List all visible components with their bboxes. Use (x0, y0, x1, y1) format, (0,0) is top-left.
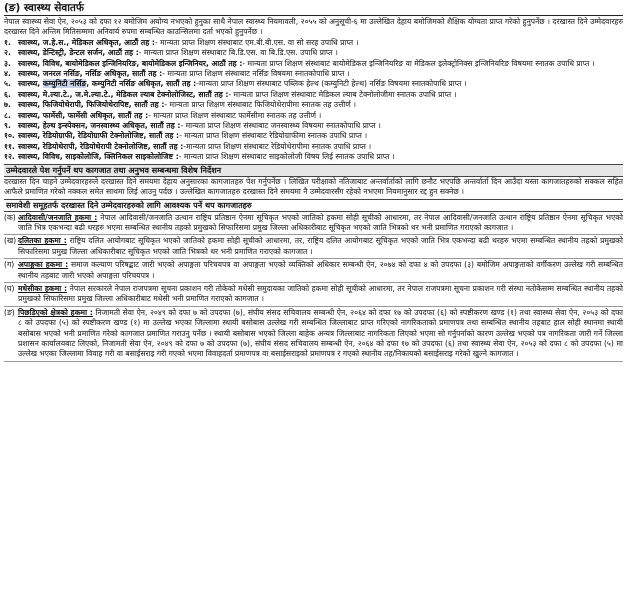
category-title: आदिवासी/जनजाति हकमा : (18, 212, 98, 222)
item-number: ९. (4, 121, 11, 131)
category-letter: (ङ) (4, 307, 15, 317)
item-title: स्वास्थ्य, हेल्थ इन्स्पेक्सन, जनस्वास्थ्य अधिकृत, सातौं तह : (18, 121, 181, 131)
category-letter: (ख) (4, 236, 17, 246)
item-title-rest: , कम्युनिटी नर्सिङ अधिकृत, सातौं तह : (86, 79, 197, 89)
notice-heading: उम्मेदवारले पेश गर्नुपर्ने थप कागजात तथा अनुभव सम्बन्धमा विशेष निर्देशन (4, 164, 623, 177)
item-description: - मान्यता प्राप्त शिक्षण संस्थाबाट साइकोलोजी विषय लिई स्नातक उपाधि प्राप्त । (178, 152, 395, 162)
category-text: समाज कल्याण परिषद्बाट जारी भएको अपाङ्गता परिचयपत्र वा अपाङ्गता भएको व्यक्तिको अधिकार सम्बन्धी ऐन, २०७४ को दफा ४ को उपदफा (३) बमोजिम अपाङ्गताको वर्गीकरण उल्लेख गरी सम्बन्धित स्थानीय तहबाट जारी भएको अपाङ्गता परिचयपत्र । (18, 260, 623, 280)
document-category (4, 235, 623, 259)
item-title: स्वास्थ्य, ज.हे.स., मेडिकल अधिकृत, आठौं तह : (18, 37, 155, 47)
qualification-item (4, 131, 623, 141)
category-letter: (ग) (4, 260, 15, 270)
category-title: दलितका हकमा : (18, 236, 67, 246)
item-title: स्वास्थ्य, फार्मेसी, फार्मेसी अधिकृत, सातौं तह : (18, 110, 149, 120)
item-title: स्वास्थ्य, मे.ल्या.टे., ज.मे.ल्या.टे., मेडिकल ल्याब टेक्नोलोजिस्ट, सातौं तह : (18, 89, 229, 99)
category-title: पिछडिएको क्षेत्रको हकमा : (18, 307, 93, 317)
category-body (18, 284, 623, 305)
item-title: स्वास्थ्य, रेडियोथेरापी, रेडियोथेरापी टेक्नोलोजिष्ट, सातौं तह : (18, 141, 184, 151)
document-category (4, 259, 623, 283)
item-description: - मान्यता प्राप्त शिक्षण संस्थाबाट जनस्वास्थ्य विषयमा स्नातकोपाधि प्राप्त । (180, 121, 381, 131)
qualification-item (4, 111, 623, 121)
document-category (4, 307, 623, 362)
item-number: ३. (4, 58, 11, 68)
item-description: - मान्यता प्राप्त शिक्षण संस्थाबाट फार्मेसीमा स्नातक तह उत्तीर्ण । (148, 110, 322, 120)
item-number: ११. (4, 141, 15, 151)
qualification-item (4, 100, 623, 110)
item-number: १. (4, 37, 11, 47)
category-letter: (क) (4, 212, 16, 222)
category-text: राष्ट्रिय दलित आयोगबाट सूचिकृत भएको जातिको हकमा सोही सूचीको आधारमा, तर, राष्ट्रिय दलित आयोगबाट सूचिकृत भएको जाति भित्र एकभन्दा बढी थरहरु भएमा सम्बन्धित स्थानीय तहको प्रमुखको सिफारिसमा प्रमुख जिल्ला अधिकारीबाट सूचिकृत भएको जाति भित्रको थर भनी प्रमाणित गराएको कागजात । (18, 236, 623, 256)
item-description: -मान्यता प्राप्त शिक्षण संस्थाबाट पब्लिक हेल्थ (कम्युनिटी हेल्थ) नर्सिङ विषयमा स्नातकोपाधि प्राप्त । (196, 79, 467, 89)
item-description: -मान्यता प्राप्त शिक्षण संस्थाबाट रेडियोथेरापीमा स्नातक उपाधि प्राप्त । (183, 141, 372, 151)
category-text: नेपाल सरकारले नेपाल राजपत्रमा सूचना प्रकाशन गरी तोकेको मधेसी समुदायका जातिको हकमा सोही सूचीको आधारमा, तर नेपाल राजपत्रमा सूचना प्रकाशन गरी संस्था नतोकेसम्म सम्बन्धित स्थानीय तहको प्रमुखको सिफारिसमा प्रमुख जिल्ला अधिकारीबाट मधेसी भनी प्रमाणित गराएको कागजात । (18, 283, 623, 304)
item-description: - मान्यता प्राप्त शिक्षण संस्थाबाट बि.डि.एस. वा बि.डि.एस. उपाधि प्राप्त । (138, 48, 338, 58)
intro-paragraph: नेपाल स्वास्थ्य सेवा ऐन, २०५३ को दफा १२ बमोजिम अयोग्य नभएको हुनुका साथै नेपाल स्वास्थ्य नियमावली, २०५५ को अनुसूची-६ मा उल्लेखित देहाय बमोजिमको शैक्षिक योग्यता प्राप्त गरेको हुनुपर्नेछ । दरखास्त दिने उम्मेदवारहरु दरखास्त दिने अन्तिम मितिसम्ममा अनिवार्य रुपमा सम्बन्धित काउन्सिलमा दर्ता भएको हुनुपर्नेछ । (4, 17, 623, 37)
document-category (4, 212, 623, 236)
item-number: ४. (4, 69, 11, 79)
item-number: ६. (4, 89, 11, 99)
qualification-item (4, 69, 623, 79)
qualification-item (4, 142, 623, 152)
item-title: स्वास्थ्य, (18, 79, 43, 89)
item-title-highlight: कम्युनिटी नर्सिङ (42, 79, 87, 89)
item-description: - मान्यता प्राप्त शिक्षण संस्थाबाट एम.बी.बी.एस. वा सो सरह उपाधि प्राप्त । (154, 37, 359, 47)
document-category (4, 283, 623, 307)
item-title: स्वास्थ्य, जनरल नर्सिङ, नर्सिङ अधिकृत, सातौं तह : (18, 69, 163, 79)
qualification-item (4, 38, 623, 48)
notice-paragraph: दरखास्त दिन चाहने उम्मेदवारहरुले दरखास्त दिने समयमा देहाय अनुसारका कागजातहरु पेश गर्नुपर्नेछ । लिखित परीक्षाको नतिजाबाट अन्तर्वार्ताको लागि छनौट भएपछि अन्तर्वार्ता दिन आउँदा यस्ता कागजातहरुको सक्कल सहित आफैले प्रमाणित गरेको नक्कल समेत साथमा लिई आउनु पर्दछ । उल्लेखित कागजातहरु दरखास्त दिने समयमा नै उम्मेदवारसँग रहेको नभएमा नियमानुसार रद्द हुन सक्नेछ । (4, 176, 623, 197)
item-title: स्वास्थ्य, विविध, बायोमेडिकल इन्जिनियरिङ, बायोमेडिकल इन्जिनियर, आठौं तह : (18, 58, 243, 68)
item-description: - मान्यता प्राप्त शिक्षण संस्थाबाट मेडिकल ल्याब टेक्नोलोजीमा स्नातक उपाधि प्राप्त । (228, 89, 457, 99)
item-title: स्वास्थ्य, फिजियोथेरापी, फिजियोथेरापिष्ट, सातौं तह : (18, 100, 165, 110)
category-text: नेपाल आदिवासी/जनजाति उत्थान राष्ट्रिय प्रतिष्ठान ऐनमा सूचिकृत भएको जातिको हकमा सोही सूचीको आधारमा, तर नेपाल आदिवासी/जनजाति उत्थान राष्ट्रिय प्रतिष्ठान ऐनमा सूचिकृत भएको जाति भित्र एकभन्दा बढी थरहरु भएमा सम्बन्धित स्थानीय तहको प्रमुखको सिफारिसमा प्रमुख जिल्ला अधिकारीबाट सूचिकृत भएको जाति भित्रको थर भनी प्रमाणित गराएको कागजात । (18, 212, 624, 232)
category-title: अपाङ्गका हकमा : (18, 260, 69, 270)
qualification-item (4, 59, 623, 69)
item-description: - मान्यता प्राप्त शिक्षण संस्थाबाट रेडियोग्राफीमा स्नातक उपाधि प्राप्त । (179, 131, 368, 141)
documents-heading: समावेशी समूहतर्फ दरखास्त दिने उम्मेदवारहरुको लागि आवश्यक पर्ने थप कागजातहरु (4, 199, 623, 212)
item-number: ५. (4, 79, 11, 89)
qualification-item (4, 79, 623, 89)
item-number: २. (4, 48, 11, 58)
item-number: १०. (4, 131, 15, 141)
item-title: स्वास्थ्य, रेडियोग्राफी, रेडियोग्राफी टेक्नोलोजिष्ट, सातौं तह : (18, 131, 180, 141)
category-letter: (घ) (4, 283, 15, 293)
item-number: १२. (4, 152, 15, 162)
category-title: मधेसीका हकमा : (18, 283, 68, 293)
qualification-list (4, 38, 623, 163)
document-categories (4, 212, 623, 362)
qualification-item (4, 121, 623, 131)
item-title: स्वास्थ्य, विविध, साइकोलोजि, क्लिनिकल साइकोलोजिष्ट : (18, 152, 179, 162)
section-heading: (ङ) स्वास्थ्य सेवातर्फ (4, 2, 623, 16)
item-title: स्वास्थ्य, डेन्टिस्ट्री, डेन्टल सर्जन, आठौं तह : (18, 48, 139, 58)
item-description: - मान्यता प्राप्त शिक्षण संस्थाबाट फिजियोथेरापीमा स्नातक तह उत्तीर्ण । (164, 100, 357, 110)
category-text: निजामती सेवा ऐन, २०४९ को दफा ७ को उपदफा (७), संघीय संसद सचिवालय सम्बन्धी ऐन, २०६४ को दफा १७ को उपदफा (६) को स्पष्टीकरण खण्ड (१) तथा स्वास्थ्य सेवा ऐन, २०५३ को दफा ८ को उपदफा (५) को स्पष्टीकरण खण्ड (१) मा उल्लेख भएका जिल्लामा स्थायी बसोबास उल्लेख गरी सम्बन्धित जिल्लाबाट प्राप्त गरिएको नागरिकताको प्रमाणपत्र तथा सम्बन्धित स्थानीय तहबाट हाल सोही स्थानमा स्थायी बसोबास भएको भनी प्रमाणित गरेको कागजात प्रमाणित गराउनु पर्नेछ । स्थायी बसोबास भएको जिल्ला बाहेक अन्यत्र जिल्लाबाट नागरिकता लिएको भएमा सो गर्नुपर्नाको कारण उल्लेख भएको पत्र नागरिकता जारी गर्ने जिल्ला प्रशासन कार्यालयबाट लिएको, निजामती सेवा ऐन, २०४९ को दफा ७ को उपदफा (७), संघीय संसद सचिवालय सम्बन्धी ऐन, २०६४ को दफा १७ को उपदफा (६) तथा स्वास्थ्य सेवा ऐन, २०५३ को दफा ८ को उपदफा (५) मा उल्लेख भएका जिल्लामा विवाह गरी वा बसाईसराइ गरी गएको भएमा विवाहदर्ता प्रमाणपत्र वा बसाईसराइको प्रमाणपत्र र गएको स्थानीय तह/निकायको बसाईसराइ गरेको खुल्ने कागजात । (18, 307, 624, 359)
item-description: - मान्यता प्राप्त शिक्षण संस्थाबाट बायोमेडिकल इन्जिनियरिङ वा मेडिकल इलेक्ट्रोनिक्स इन्जिनियरिङ विषयमा स्नातक उपाधि प्राप्त । (242, 58, 595, 68)
qualification-item (4, 152, 623, 162)
qualification-item (4, 90, 623, 100)
qualification-item (4, 48, 623, 58)
item-number: ७. (4, 100, 11, 110)
category-body (18, 260, 623, 281)
item-description: - मान्यता प्राप्त शिक्षण संस्थाबाट नर्सिङ विषयमा स्नातकोपाधि प्राप्त । (162, 69, 350, 79)
category-body (18, 308, 623, 360)
category-body (18, 213, 623, 234)
item-number: ८. (4, 110, 11, 120)
category-body (18, 236, 623, 257)
